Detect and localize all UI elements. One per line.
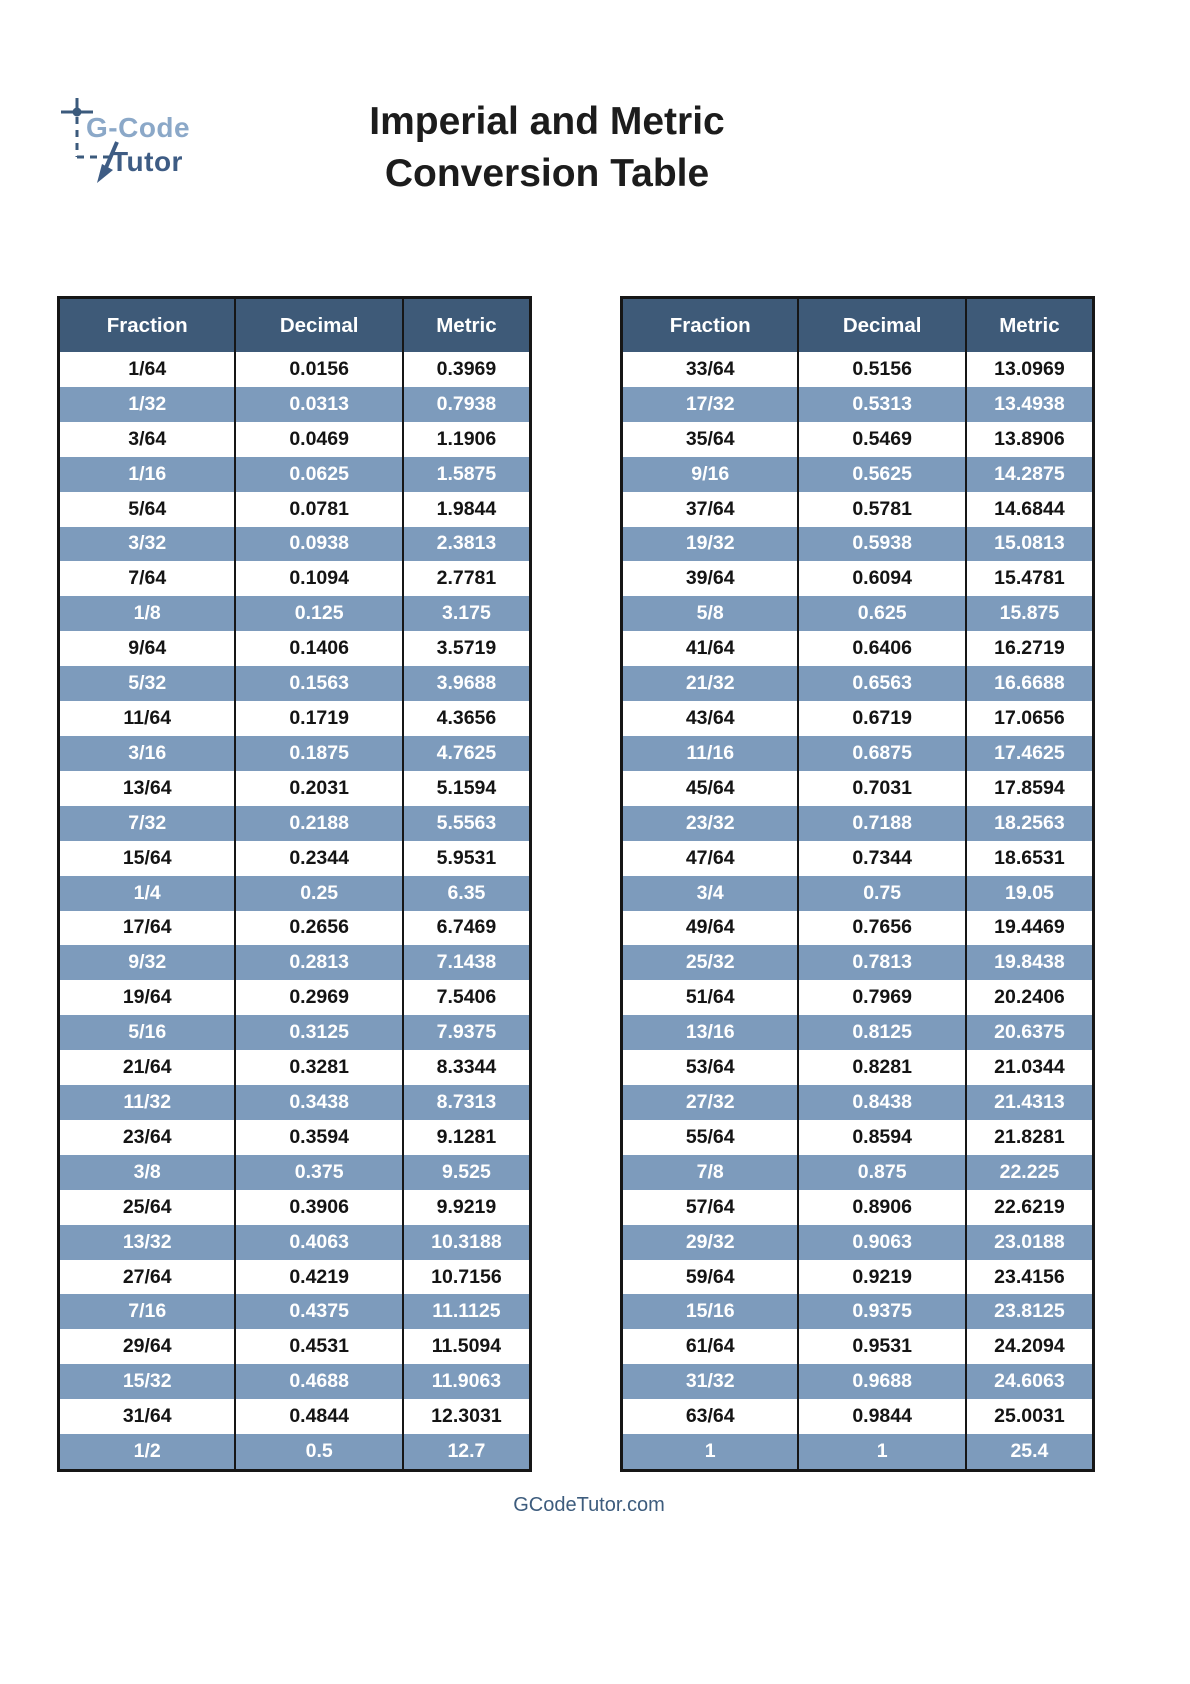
table-row xyxy=(60,841,529,876)
table-cell: 2.3813 xyxy=(402,527,529,562)
table-row xyxy=(623,876,1092,911)
table-cell: 0.5156 xyxy=(797,352,964,387)
table-cell: 11/16 xyxy=(686,741,735,764)
table-cell: 9/16 xyxy=(691,462,730,485)
table-row xyxy=(60,631,529,666)
table-cell: 13/32 xyxy=(122,1230,172,1253)
table-cell: 9/64 xyxy=(128,637,167,660)
table-row xyxy=(60,527,529,562)
table-cell: 18.6531 xyxy=(965,841,1092,876)
table-row xyxy=(623,387,1092,422)
table-row xyxy=(60,1399,529,1434)
table-cell: 0.1406 xyxy=(234,631,401,666)
table-row xyxy=(60,876,529,911)
table-cell: 0.125 xyxy=(234,596,401,631)
table-cell: 27/64 xyxy=(122,1265,172,1288)
table-cell: 11/32 xyxy=(123,1090,172,1113)
table-row xyxy=(60,1260,529,1295)
table-cell: 0.8125 xyxy=(797,1015,964,1050)
table-row xyxy=(623,1294,1092,1329)
table-cell: 10.3188 xyxy=(402,1225,529,1260)
table-cell: 17.0656 xyxy=(965,701,1092,736)
table-row xyxy=(60,492,529,527)
column-header-decimal: Decimal xyxy=(797,299,964,352)
table-cell: 0.4531 xyxy=(234,1329,401,1364)
table-cell: 0.5469 xyxy=(797,422,964,457)
table-cell: 0.4844 xyxy=(234,1399,401,1434)
table-cell: 7.5406 xyxy=(402,980,529,1015)
table-row xyxy=(60,457,529,492)
table-cell: 6.35 xyxy=(402,876,529,911)
table-cell: 29/32 xyxy=(685,1230,735,1253)
table-cell: 25.0031 xyxy=(965,1399,1092,1434)
table-cell: 0.1719 xyxy=(234,701,401,736)
table-cell: 0.3125 xyxy=(234,1015,401,1050)
table-cell: 23.8125 xyxy=(965,1294,1092,1329)
table-cell: 19/64 xyxy=(122,986,172,1009)
table-cell: 17/32 xyxy=(685,392,735,415)
table-row xyxy=(60,1190,529,1225)
table-row xyxy=(60,1015,529,1050)
page-title xyxy=(0,96,1142,200)
table-row xyxy=(623,492,1092,527)
table-cell: 0.7344 xyxy=(797,841,964,876)
table-cell: 11.9063 xyxy=(402,1364,529,1399)
table-cell: 47/64 xyxy=(685,846,735,869)
table-cell: 8.3344 xyxy=(402,1050,529,1085)
table-row xyxy=(623,1329,1092,1364)
table-row xyxy=(60,1329,529,1364)
table-cell: 13/16 xyxy=(685,1021,735,1044)
table-row xyxy=(60,387,529,422)
table-cell: 11/64 xyxy=(123,707,172,730)
table-cell: 0.9375 xyxy=(797,1294,964,1329)
table-row xyxy=(623,527,1092,562)
table-row xyxy=(623,457,1092,492)
table-cell: 22.6219 xyxy=(965,1190,1092,1225)
table-row xyxy=(623,631,1092,666)
table-cell: 21.8281 xyxy=(965,1120,1092,1155)
table-cell: 7/64 xyxy=(128,567,167,590)
table-row xyxy=(60,1225,529,1260)
table-row xyxy=(623,1155,1092,1190)
table-cell: 5/32 xyxy=(128,672,167,695)
table-cell: 14.6844 xyxy=(965,492,1092,527)
table-cell: 9/32 xyxy=(128,951,167,974)
table-row xyxy=(60,1120,529,1155)
table-cell: 0.0156 xyxy=(234,352,401,387)
table-cell: 0.2969 xyxy=(234,980,401,1015)
table-cell: 0.0781 xyxy=(234,492,401,527)
table-cell: 49/64 xyxy=(685,916,735,939)
table-cell: 23.0188 xyxy=(965,1225,1092,1260)
table-row xyxy=(60,1364,529,1399)
table-cell: 1/4 xyxy=(133,881,161,904)
table-cell: 0.8281 xyxy=(797,1050,964,1085)
table-cell: 43/64 xyxy=(685,707,735,730)
table-row xyxy=(60,352,529,387)
table-cell: 13.4938 xyxy=(965,387,1092,422)
table-cell: 0.3594 xyxy=(234,1120,401,1155)
table-cell: 0.2031 xyxy=(234,771,401,806)
table-cell: 55/64 xyxy=(685,1125,735,1148)
table-cell: 7.9375 xyxy=(402,1015,529,1050)
table-cell: 15/32 xyxy=(122,1370,172,1393)
table-cell: 0.3906 xyxy=(234,1190,401,1225)
table-cell: 16.2719 xyxy=(965,631,1092,666)
table-cell: 0.6406 xyxy=(797,631,964,666)
table-body xyxy=(623,352,1092,1469)
table-row xyxy=(60,1434,529,1469)
table-cell: 0.1875 xyxy=(234,736,401,771)
table-cell: 19.4469 xyxy=(965,911,1092,946)
table-cell: 53/64 xyxy=(685,1056,735,1079)
table-cell: 0.8906 xyxy=(797,1190,964,1225)
page-title-line1: Imperial and Metric xyxy=(369,100,725,143)
table-cell: 17.4625 xyxy=(965,736,1092,771)
table-cell: 29/64 xyxy=(122,1335,172,1358)
table-cell: 0.5313 xyxy=(797,387,964,422)
table-row xyxy=(60,1050,529,1085)
table-cell: 3/32 xyxy=(128,532,167,555)
table-cell: 25.4 xyxy=(965,1434,1092,1469)
table-cell: 1.9844 xyxy=(402,492,529,527)
table-cell: 41/64 xyxy=(685,637,735,660)
table-cell: 9.1281 xyxy=(402,1120,529,1155)
table-cell: 45/64 xyxy=(685,776,735,799)
table-cell: 1/16 xyxy=(128,462,167,485)
table-cell: 59/64 xyxy=(685,1265,735,1288)
table-row xyxy=(60,701,529,736)
table-cell: 20.6375 xyxy=(965,1015,1092,1050)
table-cell: 0.3438 xyxy=(234,1085,401,1120)
table-cell: 5.1594 xyxy=(402,771,529,806)
table-cell: 12.7 xyxy=(402,1434,529,1469)
table-cell: 0.25 xyxy=(234,876,401,911)
table-cell: 15.0813 xyxy=(965,527,1092,562)
table-cell: 35/64 xyxy=(685,427,735,450)
table-cell: 7/8 xyxy=(696,1160,724,1183)
table-cell: 21.4313 xyxy=(965,1085,1092,1120)
logo-text-tutor: Tutor xyxy=(111,146,183,177)
table-cell: 12.3031 xyxy=(402,1399,529,1434)
table-cell: 5/16 xyxy=(128,1021,167,1044)
table-cell: 0.2344 xyxy=(234,841,401,876)
page-title-line2: Conversion Table xyxy=(384,151,710,195)
table-header-row xyxy=(60,299,529,352)
table-cell: 0.5781 xyxy=(797,492,964,527)
table-row xyxy=(623,1015,1092,1050)
table-cell: 1/64 xyxy=(128,357,167,380)
table-row xyxy=(623,1085,1092,1120)
table-cell: 1/32 xyxy=(128,392,167,415)
table-cell: 7/32 xyxy=(128,811,167,834)
table-cell: 20.2406 xyxy=(965,980,1092,1015)
table-cell: 0.7813 xyxy=(797,945,964,980)
table-cell: 1/8 xyxy=(133,602,161,625)
table-cell: 0.4063 xyxy=(234,1225,401,1260)
table-row xyxy=(60,422,529,457)
table-cell: 31/64 xyxy=(122,1405,172,1428)
table-cell: 3.5719 xyxy=(402,631,529,666)
table-cell: 31/32 xyxy=(685,1370,735,1393)
table-row xyxy=(623,841,1092,876)
table-row xyxy=(623,422,1092,457)
table-cell: 0.7188 xyxy=(797,806,964,841)
table-cell: 3.9688 xyxy=(402,666,529,701)
table-row xyxy=(623,1120,1092,1155)
table-cell: 63/64 xyxy=(685,1405,735,1428)
table-cell: 0.7969 xyxy=(797,980,964,1015)
table-cell: 10.7156 xyxy=(402,1260,529,1295)
table-cell: 5.5563 xyxy=(402,806,529,841)
table-row xyxy=(623,1399,1092,1434)
table-row xyxy=(60,1155,529,1190)
table-cell: 0.0938 xyxy=(234,527,401,562)
table-cell: 0.1094 xyxy=(234,561,401,596)
table-cell: 9.9219 xyxy=(402,1190,529,1225)
table-cell: 0.0313 xyxy=(234,387,401,422)
table-cell: 15.875 xyxy=(965,596,1092,631)
table-cell: 23/64 xyxy=(122,1125,172,1148)
table-cell: 25/64 xyxy=(122,1195,172,1218)
table-row xyxy=(60,771,529,806)
footer-url: GCodeTutor.com xyxy=(513,1494,665,1516)
table-row xyxy=(623,1050,1092,1085)
table-cell: 15/16 xyxy=(685,1300,735,1323)
table-cell: 8.7313 xyxy=(402,1085,529,1120)
table-cell: 4.3656 xyxy=(402,701,529,736)
column-header-metric: Metric xyxy=(965,299,1092,352)
table-cell: 17.8594 xyxy=(965,771,1092,806)
table-cell: 0.875 xyxy=(797,1155,964,1190)
table-row xyxy=(60,1294,529,1329)
table-cell: 0.1563 xyxy=(234,666,401,701)
table-cell: 0.7656 xyxy=(797,911,964,946)
table-cell: 0.8594 xyxy=(797,1120,964,1155)
table-row xyxy=(623,666,1092,701)
table-cell: 0.6563 xyxy=(797,666,964,701)
table-cell: 6.7469 xyxy=(402,911,529,946)
table-cell: 0.0469 xyxy=(234,422,401,457)
table-cell: 0.4375 xyxy=(234,1294,401,1329)
table-cell: 7/16 xyxy=(128,1300,167,1323)
table-cell: 13.8906 xyxy=(965,422,1092,457)
logo-text-gcode: G-Code xyxy=(86,112,191,143)
table-cell: 3/16 xyxy=(128,741,167,764)
table-cell: 3/8 xyxy=(133,1160,161,1183)
table-cell: 19.8438 xyxy=(965,945,1092,980)
table-cell: 0.375 xyxy=(234,1155,401,1190)
table-cell: 0.2656 xyxy=(234,911,401,946)
table-cell: 21/32 xyxy=(685,672,735,695)
table-row xyxy=(60,945,529,980)
table-row xyxy=(60,806,529,841)
table-cell: 27/32 xyxy=(685,1090,735,1113)
table-cell: 0.5938 xyxy=(797,527,964,562)
table-row xyxy=(60,666,529,701)
table-cell: 24.6063 xyxy=(965,1364,1092,1399)
table-cell: 1 xyxy=(704,1440,716,1463)
table-cell: 61/64 xyxy=(685,1335,735,1358)
column-header-fraction: Fraction xyxy=(106,313,188,337)
table-cell: 14.2875 xyxy=(965,457,1092,492)
table-cell: 0.6719 xyxy=(797,701,964,736)
table-cell: 3/64 xyxy=(128,427,167,450)
table-cell: 0.0625 xyxy=(234,457,401,492)
table-cell: 2.7781 xyxy=(402,561,529,596)
table-row xyxy=(60,911,529,946)
conversion-table-left xyxy=(57,296,532,1472)
table-cell: 13/64 xyxy=(122,776,172,799)
table-cell: 57/64 xyxy=(685,1195,735,1218)
table-row xyxy=(60,1085,529,1120)
table-cell: 0.9219 xyxy=(797,1260,964,1295)
column-header-fraction: Fraction xyxy=(669,313,751,337)
column-header-decimal: Decimal xyxy=(234,299,401,352)
table-cell: 21.0344 xyxy=(965,1050,1092,1085)
table-cell: 0.4688 xyxy=(234,1364,401,1399)
table-cell: 21/64 xyxy=(122,1056,172,1079)
table-cell: 33/64 xyxy=(685,357,735,380)
table-cell: 39/64 xyxy=(685,567,735,590)
table-cell: 4.7625 xyxy=(402,736,529,771)
table-row xyxy=(623,1364,1092,1399)
table-cell: 0.5625 xyxy=(797,457,964,492)
table-row xyxy=(623,1225,1092,1260)
table-cell: 11.5094 xyxy=(402,1329,529,1364)
table-cell: 16.6688 xyxy=(965,666,1092,701)
table-row xyxy=(623,945,1092,980)
table-cell: 0.7031 xyxy=(797,771,964,806)
table-cell: 15.4781 xyxy=(965,561,1092,596)
table-cell: 51/64 xyxy=(685,986,735,1009)
table-cell: 0.9844 xyxy=(797,1399,964,1434)
table-cell: 0.3281 xyxy=(234,1050,401,1085)
table-cell: 17/64 xyxy=(122,916,172,939)
table-cell: 5/64 xyxy=(128,497,167,520)
table-row xyxy=(623,980,1092,1015)
table-cell: 0.7938 xyxy=(402,387,529,422)
table-row xyxy=(60,561,529,596)
table-row xyxy=(623,1190,1092,1225)
table-cell: 0.75 xyxy=(797,876,964,911)
table-cell: 19.05 xyxy=(965,876,1092,911)
conversion-table-right xyxy=(620,296,1095,1472)
table-row xyxy=(623,1260,1092,1295)
table-cell: 0.9688 xyxy=(797,1364,964,1399)
table-row xyxy=(623,352,1092,387)
table-row xyxy=(60,736,529,771)
table-header-row xyxy=(623,299,1092,352)
table-row xyxy=(623,701,1092,736)
table-cell: 0.2188 xyxy=(234,806,401,841)
table-cell: 3/4 xyxy=(696,881,724,904)
table-row xyxy=(623,911,1092,946)
table-row xyxy=(623,806,1092,841)
table-cell: 23/32 xyxy=(685,811,735,834)
table-cell: 23.4156 xyxy=(965,1260,1092,1295)
table-row xyxy=(623,736,1092,771)
table-cell: 1/2 xyxy=(133,1440,161,1463)
table-cell: 0.2813 xyxy=(234,945,401,980)
table-body xyxy=(60,352,529,1469)
table-cell: 22.225 xyxy=(965,1155,1092,1190)
table-cell: 1.1906 xyxy=(402,422,529,457)
table-cell: 3.175 xyxy=(402,596,529,631)
table-cell: 24.2094 xyxy=(965,1329,1092,1364)
table-cell: 37/64 xyxy=(685,497,735,520)
table-row xyxy=(623,561,1092,596)
table-row xyxy=(623,1434,1092,1469)
table-cell: 0.9063 xyxy=(797,1225,964,1260)
table-cell: 0.8438 xyxy=(797,1085,964,1120)
table-cell: 13.0969 xyxy=(965,352,1092,387)
table-cell: 15/64 xyxy=(122,846,172,869)
table-row xyxy=(623,771,1092,806)
table-cell: 5/8 xyxy=(696,602,724,625)
table-row xyxy=(60,980,529,1015)
column-header-metric: Metric xyxy=(402,299,529,352)
table-cell: 1.5875 xyxy=(402,457,529,492)
table-cell: 18.2563 xyxy=(965,806,1092,841)
table-cell: 11.1125 xyxy=(402,1294,529,1329)
table-cell: 0.6094 xyxy=(797,561,964,596)
table-cell: 19/32 xyxy=(685,532,735,555)
table-cell: 9.525 xyxy=(402,1155,529,1190)
table-cell: 0.4219 xyxy=(234,1260,401,1295)
table-row xyxy=(623,596,1092,631)
table-cell: 0.9531 xyxy=(797,1329,964,1364)
table-cell: 0.6875 xyxy=(797,736,964,771)
table-row xyxy=(60,596,529,631)
table-cell: 7.1438 xyxy=(402,945,529,980)
table-cell: 0.5 xyxy=(234,1434,401,1469)
table-cell: 5.9531 xyxy=(402,841,529,876)
table-cell: 25/32 xyxy=(685,951,735,974)
table-cell: 0.625 xyxy=(797,596,964,631)
table-cell: 0.3969 xyxy=(402,352,529,387)
table-cell: 1 xyxy=(797,1434,964,1469)
